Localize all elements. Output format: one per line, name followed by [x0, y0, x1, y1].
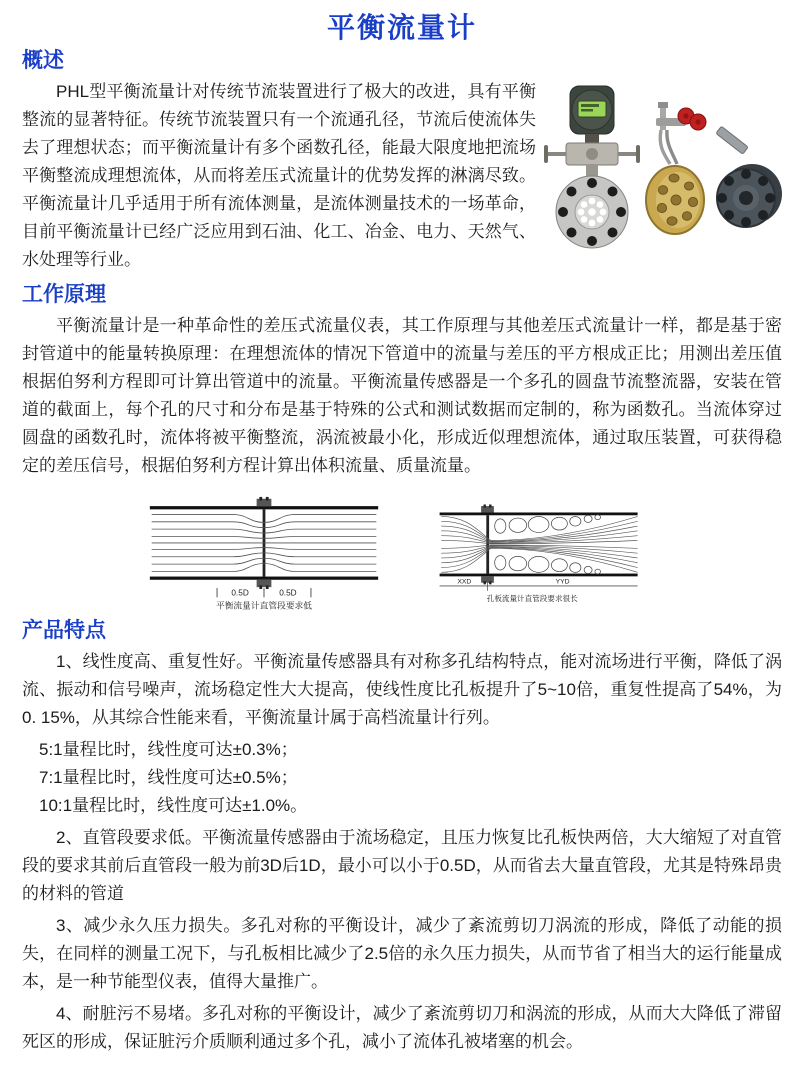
dim-right-label: 0.5D — [279, 588, 297, 598]
section-principle — [22, 280, 782, 616]
balanced-diagram-caption: 平衡流量计直管段要求低 — [215, 600, 313, 611]
overview-paragraph: PHL型平衡流量计对传统节流装置进行了极大的改进，具有平衡整流的显著特征。传统节流装置只有一个流通孔径，节流后使流体失去了理想状态；而平衡流量计有多个函数孔径，能最大限度地把流场平衡整流成理想流体，从而将差压式流量计的优势发挥的淋漓尽致。平衡流量计几乎适用于所有流体测量，是流体测量技术的一场革命，目前平衡流量计已经广泛应用到石油、化工、冶金、电力、天然气、水处理等行业。 — [22, 82, 536, 269]
flow-diagrams — [22, 492, 782, 616]
features-heading: 产品特点 — [22, 619, 106, 642]
page-title: 平衡流量计 — [326, 12, 477, 43]
ratio-line-2: 7:1量程比时，线性度可达±0.5%； — [39, 768, 298, 787]
ratio-line-3: 10:1量程比时，线性度可达±1.0%。 — [39, 796, 308, 815]
orifice-plate-diagram — [438, 492, 644, 616]
principle-heading: 工作原理 — [22, 283, 106, 306]
dp-transmitter-flow-meter-photo — [544, 82, 640, 250]
upstream-length-label: XXD — [457, 578, 472, 586]
ratio-line-1: 5:1量程比时，线性度可达±0.3%； — [39, 740, 298, 759]
section-features — [22, 616, 782, 1056]
dark-flange-flow-meter-photo — [710, 118, 782, 244]
product-photos — [544, 80, 782, 252]
overview-heading: 概述 — [22, 49, 64, 72]
feature-paragraph-2: 2、直管段要求低。平衡流量传感器由于流场稳定，且压力恢复比孔板快两倍，大大缩短了对直管段的要求其前后直管段一般为前3D后1D，最小可以小于0.5D，从而省去大量直管段，尤其是特殊昂贵的材料的管道 — [22, 828, 782, 903]
feature-paragraph-3: 3、减少永久压力损失。多孔对称的平衡设计，减少了紊流剪切刀涡流的形成，降低了动能的损失，在同样的测量工况下，与孔板相比减少了2.5倍的永久压力损失，从而节省了相当大的运行能量成本，是一种节能型仪表，值得大量推广。 — [22, 916, 782, 991]
section-overview — [22, 46, 782, 274]
feature-paragraph-1: 1、线性度高、重复性好。平衡流量传感器具有对称多孔结构特点，能对流场进行平衡，降低了涡流、振动和信号噪声，流场稳定性大大提高，使线性度比孔板提升了5~10倍，重复性提高了54%，为0. 15%，从其综合性能来看，平衡流量计属于高档流量计行列。 — [22, 652, 782, 727]
feature-paragraph-4: 4、耐脏污不易堵。多孔对称的平衡设计，减少了紊流剪切刀和涡流的形成，从而大大降低了滞留死区的形成，保证脏污介质顺利通过多个孔，减小了流体孔被堵塞的机会。 — [22, 1004, 782, 1051]
downstream-length-label: YYD — [555, 578, 570, 586]
brass-wafer-flow-meter-photo — [644, 102, 708, 246]
dim-left-label: 0.5D — [231, 588, 249, 598]
principle-paragraph: 平衡流量计是一种革命性的差压式流量仪表，其工作原理与其他差压式流量计一样，都是基于密封管道中的能量转换原理：在理想流体的情况下管道中的流量与差压的平方根成正比；用测出差压值根据伯努利方程即可计算出管道中的流量。平衡流量传感器是一个多孔的圆盘节流整流器，安装在管道的截面上，每个孔的尺寸和分布是基于特殊的公式和测试数据而定制的，称为函数孔。当流体穿过圆盘的函数孔时，流体将被平衡整流，涡流被最小化，形成近似理想流体，通过取压装置，可获得稳定的差压信号，根据伯努利方程计算出体积流量、质量流量。 — [22, 316, 782, 475]
red-valve-handle-icon — [678, 108, 706, 130]
orifice-diagram-caption: 孔板流量计直管段要求很长 — [486, 594, 578, 604]
balanced-flow-meter-diagram — [148, 492, 380, 616]
